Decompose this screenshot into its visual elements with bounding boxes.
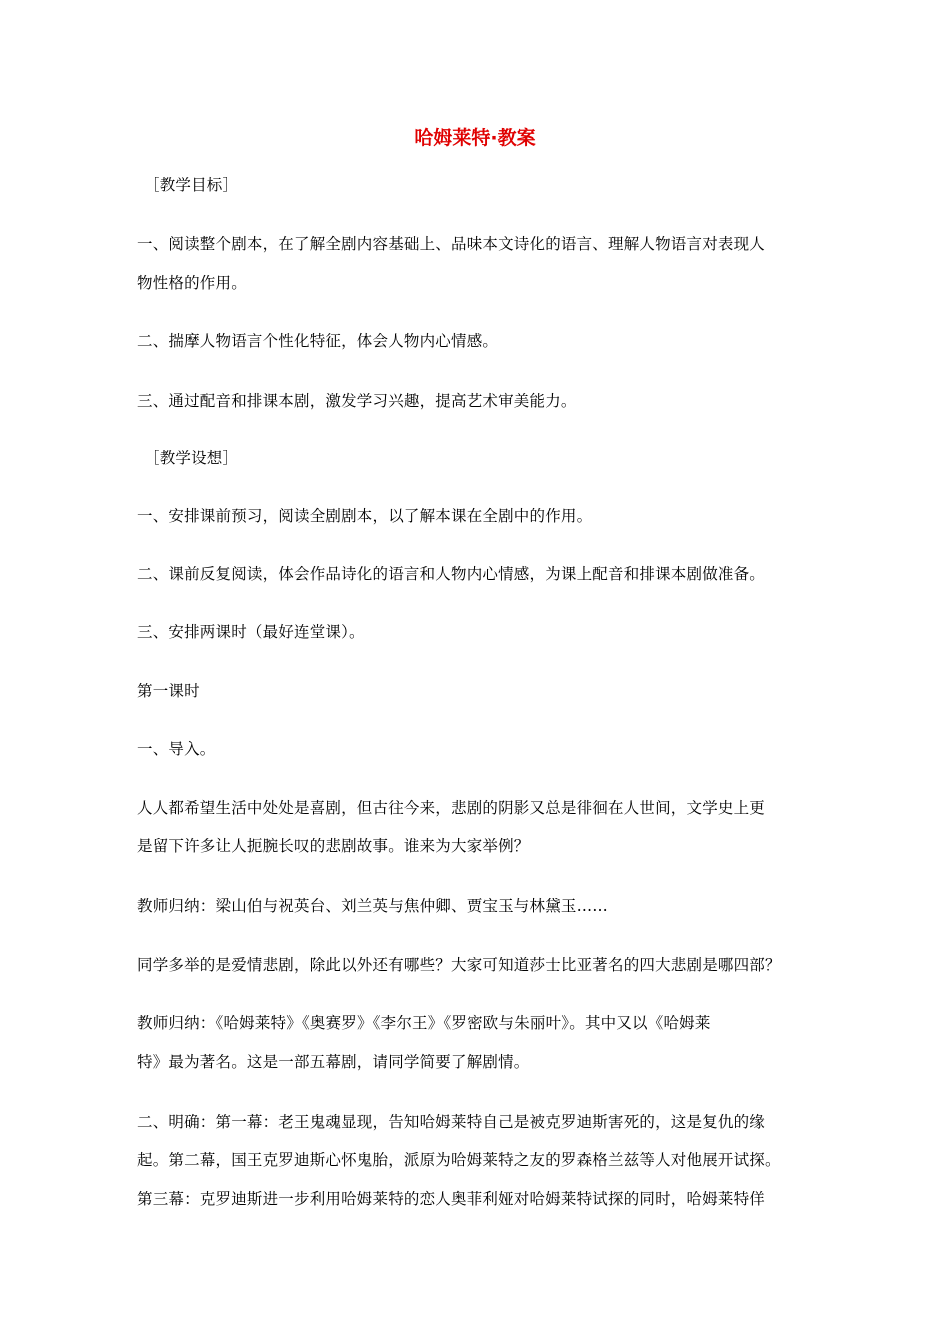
goals-item-3: 三、通过配音和排课本剧，激发学习兴趣，提高艺术审美能力。 xyxy=(137,392,577,410)
teacher-summary-2-line-1: 教师归纳：《哈姆莱特》《奥赛罗》《李尔王》《罗密欧与朱丽叶》。其中又以《哈姆莱 xyxy=(137,1014,711,1032)
lesson-1-heading: 第一课时 xyxy=(137,682,200,700)
teacher-summary-1: 教师归纳：梁山伯与祝英台、刘兰英与焦仲卿、贾宝玉与林黛玉…… xyxy=(137,897,609,915)
paragraph-1-line-1: 人人都希望生活中处处是喜剧，但古往今来，悲剧的阴影又总是徘徊在人世间，文学史上更 xyxy=(137,799,766,817)
teacher-summary-2-line-2: 特》最为著名。这是一部五幕剧，请同学简要了解剧情。 xyxy=(137,1053,530,1071)
design-item-2: 二、课前反复阅读，体会作品诗化的语言和人物内心情感，为课上配音和排课本剧做准备。 xyxy=(137,565,766,583)
design-item-1: 一、安排课前预习，阅读全剧剧本，以了解本课在全剧中的作用。 xyxy=(137,507,593,525)
goals-item-1-line-1: 一、阅读整个剧本，在了解全剧内容基础上、品味本文诗化的语言、理解人物语言对表现人 xyxy=(137,235,766,253)
design-item-3: 三、安排两课时（最好连堂课）。 xyxy=(137,623,365,641)
goals-item-2: 二、揣摩人物语言个性化特征，体会人物内心情感。 xyxy=(137,332,499,350)
clarify-line-2: 起。第二幕，国王克罗迪斯心怀鬼胎，派原为哈姆莱特之友的罗森格兰兹等人对他展开试探。 xyxy=(137,1151,781,1169)
design-heading: ［教学设想］ xyxy=(144,449,239,467)
question-2: 同学多举的是爱情悲剧，除此以外还有哪些？大家可知道莎士比亚著名的四大悲剧是哪四部？ xyxy=(137,956,781,974)
paragraph-1-line-2: 是留下许多让人扼腕长叹的悲剧故事。谁来为大家举例？ xyxy=(137,837,530,855)
goals-item-1-line-2: 物性格的作用。 xyxy=(137,274,247,292)
goals-heading: ［教学目标］ xyxy=(144,176,239,194)
clarify-line-3: 第三幕：克罗迪斯进一步利用哈姆莱特的恋人奥菲利娅对哈姆莱特试探的同时，哈姆莱特佯 xyxy=(137,1190,766,1208)
document-title: 哈姆莱特·教案 xyxy=(414,127,536,149)
intro-heading: 一、导入。 xyxy=(137,740,216,758)
clarify-line-1: 二、明确：第一幕：老王鬼魂显现，告知哈姆莱特自己是被克罗迪斯害死的，这是复仇的缘 xyxy=(137,1113,766,1131)
